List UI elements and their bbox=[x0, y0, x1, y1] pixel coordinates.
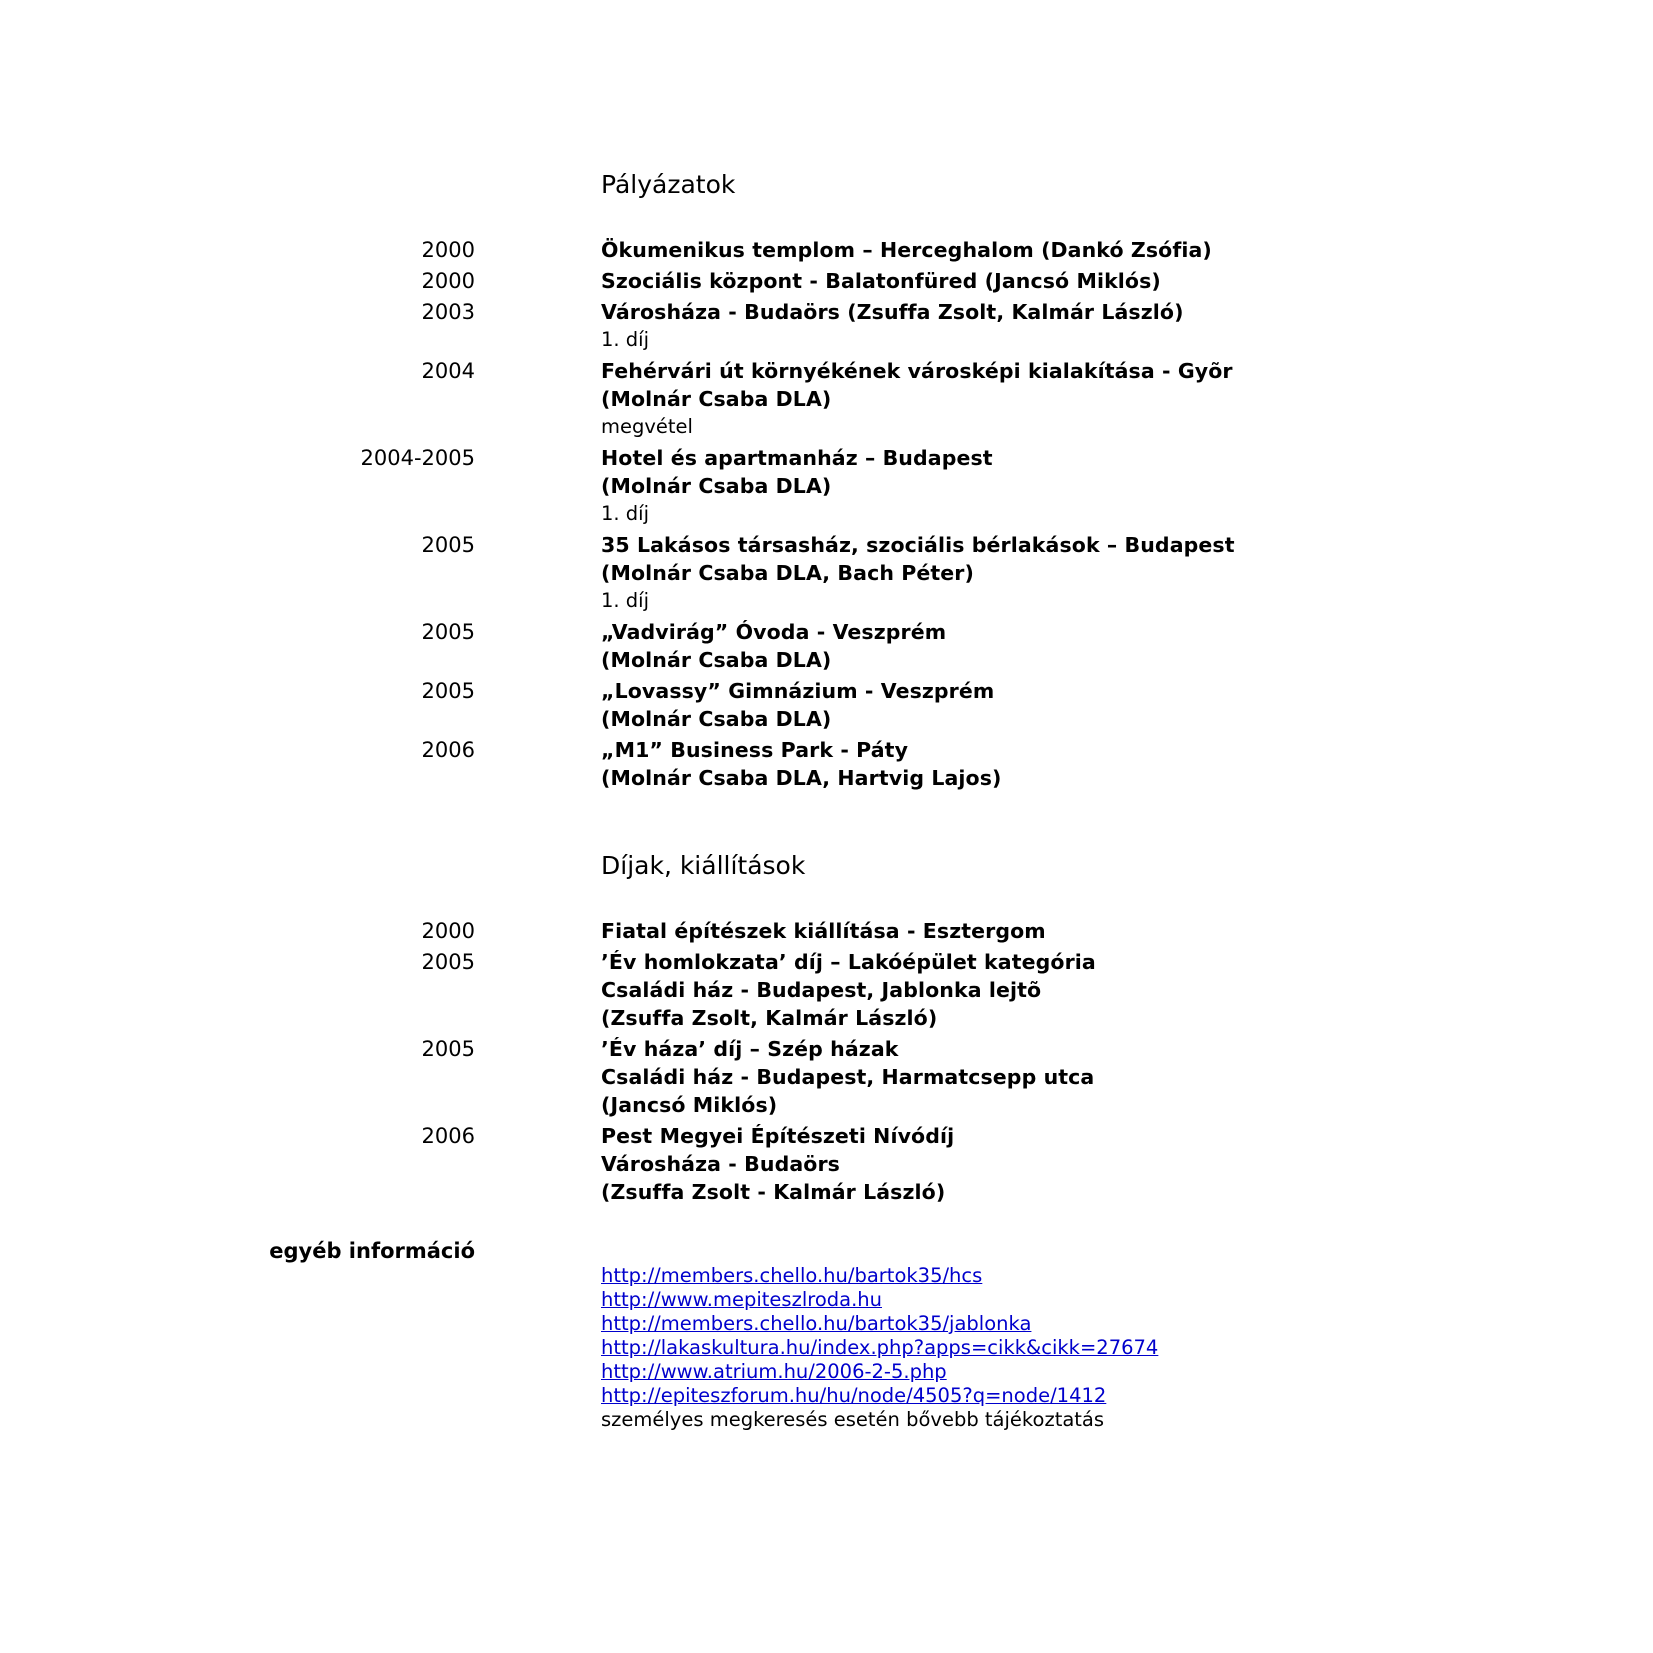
entry-year: 2006 bbox=[421, 1124, 475, 1148]
entry-details bbox=[601, 357, 1601, 441]
entry-details bbox=[601, 444, 1601, 528]
entry-row bbox=[0, 917, 1653, 945]
entry-title-line: (Molnár Csaba DLA) bbox=[601, 707, 832, 731]
entry-title-line: ’Év homlokzata’ díj – Lakóépület kategória bbox=[601, 950, 1096, 974]
entry-details bbox=[601, 917, 1601, 945]
entry-year: 2003 bbox=[421, 300, 475, 324]
entry-row bbox=[0, 444, 1653, 528]
entry-details bbox=[601, 948, 1601, 1032]
entry-details bbox=[601, 618, 1601, 674]
entry-row bbox=[0, 298, 1653, 354]
entry-row bbox=[0, 236, 1653, 264]
palyazatok-list bbox=[0, 236, 1653, 795]
dijak-list bbox=[0, 917, 1653, 1209]
entry-title-line: Városháza - Budaörs (Zsuffa Zsolt, Kalmár László) bbox=[601, 300, 1184, 324]
entry-year: 2000 bbox=[421, 919, 475, 943]
entry-result-note: megvétel bbox=[601, 415, 693, 438]
entry-details bbox=[601, 736, 1601, 792]
entry-title-line: (Molnár Csaba DLA, Bach Péter) bbox=[601, 561, 974, 585]
entry-title-line: ’Év háza’ díj – Szép házak bbox=[601, 1037, 899, 1061]
entry-row bbox=[0, 267, 1653, 295]
entry-row bbox=[0, 677, 1653, 733]
entry-row bbox=[0, 736, 1653, 792]
entry-title-line: (Molnár Csaba DLA) bbox=[601, 474, 832, 498]
link-lakaskultura[interactable]: http://lakaskultura.hu/index.php?apps=cikk&cikk=27674 bbox=[601, 1336, 1159, 1359]
contact-note: személyes megkeresés esetén bővebb tájékoztatás bbox=[601, 1408, 1105, 1431]
entry-row bbox=[0, 618, 1653, 674]
entry-title-line: Családi ház - Budapest, Jablonka lejtõ bbox=[601, 978, 1042, 1002]
entry-title-line: Városháza - Budaörs bbox=[601, 1152, 840, 1176]
entry-result-note: 1. díj bbox=[601, 502, 650, 525]
entry-title-line: Családi ház - Budapest, Harmatcsepp utca bbox=[601, 1065, 1095, 1089]
entry-title-line: 35 Lakásos társasház, szociális bérlakások – Budapest bbox=[601, 533, 1235, 557]
entry-result-note: 1. díj bbox=[601, 589, 650, 612]
link-atrium[interactable]: http://www.atrium.hu/2006-2-5.php bbox=[601, 1360, 947, 1383]
entry-details bbox=[601, 236, 1601, 264]
entry-title-line: „Lovassy” Gimnázium - Veszprém bbox=[601, 679, 995, 703]
entry-result-note: 1. díj bbox=[601, 328, 650, 351]
entry-title-line: „Vadvirág” Óvoda - Veszprém bbox=[601, 620, 947, 644]
entry-year: 2000 bbox=[421, 238, 475, 262]
entry-title-line: (Jancsó Miklós) bbox=[601, 1093, 778, 1117]
link-jablonka[interactable]: http://members.chello.hu/bartok35/jablonka bbox=[601, 1312, 1032, 1335]
link-epiteszforum[interactable]: http://epiteszforum.hu/hu/node/4505?q=node/1412 bbox=[601, 1384, 1107, 1407]
entry-title-line: Fiatal építészek kiállítása - Esztergom bbox=[601, 919, 1046, 943]
section-title-palyazatok: Pályázatok bbox=[601, 170, 736, 199]
entry-year: 2000 bbox=[421, 269, 475, 293]
entry-details bbox=[601, 298, 1601, 354]
entry-year: 2005 bbox=[421, 533, 475, 557]
entry-title-line: (Molnár Csaba DLA) bbox=[601, 387, 832, 411]
entry-row bbox=[0, 531, 1653, 615]
entry-details bbox=[601, 531, 1601, 615]
entry-details bbox=[601, 1122, 1601, 1206]
entry-row bbox=[0, 948, 1653, 1032]
entry-year: 2006 bbox=[421, 738, 475, 762]
other-info-label: egyéb információ bbox=[269, 1239, 475, 1263]
entry-title-line: (Molnár Csaba DLA) bbox=[601, 648, 832, 672]
entry-title-line: Szociális központ - Balatonfüred (Jancsó Miklós) bbox=[601, 269, 1161, 293]
entry-title-line: Hotel és apartmanház – Budapest bbox=[601, 446, 993, 470]
entry-year: 2005 bbox=[421, 950, 475, 974]
entry-details bbox=[601, 267, 1601, 295]
entry-year: 2005 bbox=[421, 620, 475, 644]
entry-row bbox=[0, 1035, 1653, 1119]
entry-details bbox=[601, 1035, 1601, 1119]
entry-year: 2005 bbox=[421, 679, 475, 703]
entry-year: 2005 bbox=[421, 1037, 475, 1061]
entry-year: 2004 bbox=[421, 359, 475, 383]
entry-title-line: (Zsuffa Zsolt, Kalmár László) bbox=[601, 1006, 938, 1030]
entry-title-line: „M1” Business Park - Páty bbox=[601, 738, 909, 762]
section-title-dijak: Díjak, kiállítások bbox=[601, 851, 806, 880]
entry-title-line: (Molnár Csaba DLA, Hartvig Lajos) bbox=[601, 766, 1002, 790]
link-mepiteszlroda[interactable]: http://www.mepiteszlroda.hu bbox=[601, 1288, 882, 1311]
entry-row bbox=[0, 1122, 1653, 1206]
entry-year: 2004-2005 bbox=[360, 446, 475, 470]
entry-title-line: Pest Megyei Építészeti Nívódíj bbox=[601, 1124, 955, 1148]
entry-details bbox=[601, 677, 1601, 733]
entry-title-line: (Zsuffa Zsolt - Kalmár László) bbox=[601, 1180, 946, 1204]
entry-title-line: Ökumenikus templom – Herceghalom (Dankó Zsófia) bbox=[601, 238, 1212, 262]
link-hcs[interactable]: http://members.chello.hu/bartok35/hcs bbox=[601, 1264, 983, 1287]
entry-row bbox=[0, 357, 1653, 441]
entry-title-line: Fehérvári út környékének városképi kialakítása - Gyõr bbox=[601, 359, 1233, 383]
other-info-links bbox=[601, 1264, 1158, 1432]
